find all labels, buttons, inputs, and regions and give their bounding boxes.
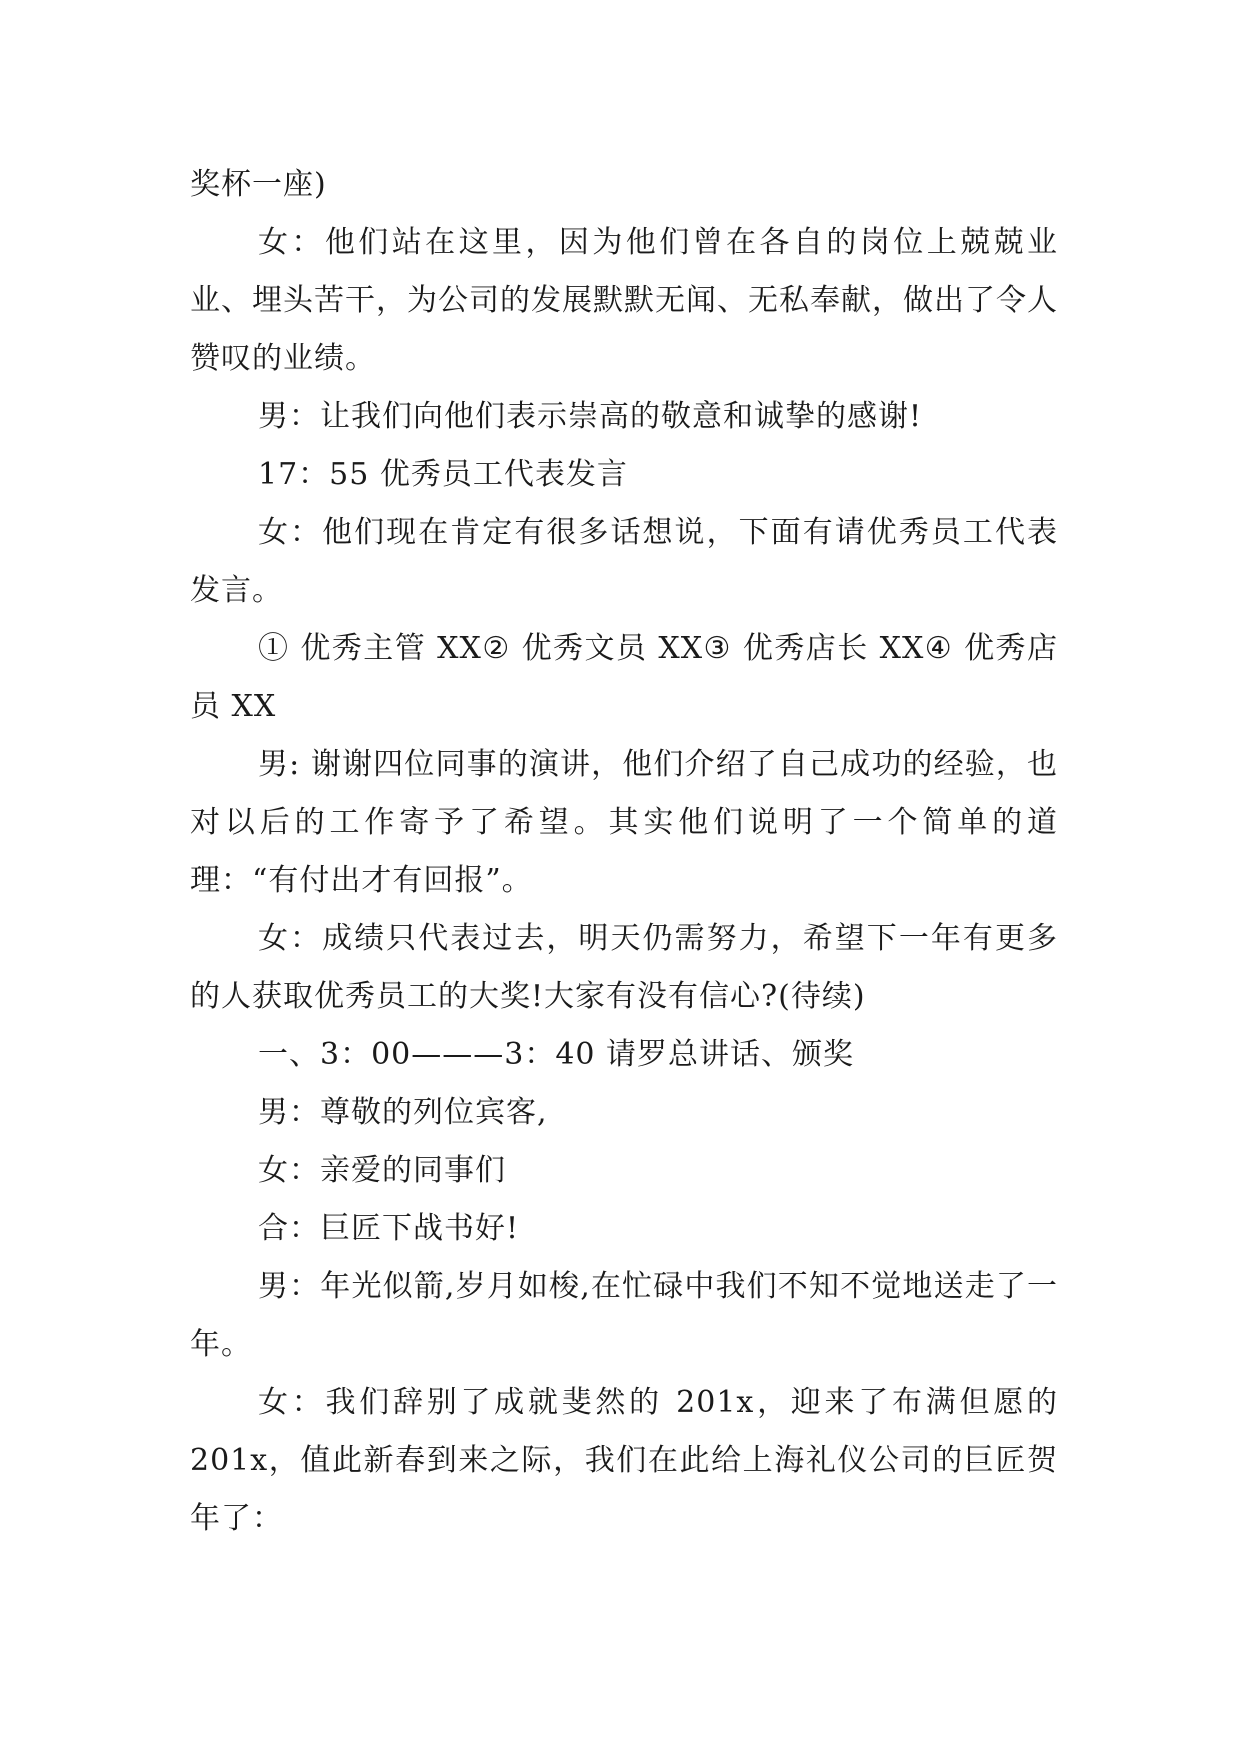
paragraph-schedule-president: 一、3：00———3：40 请罗总讲话、颁奖 <box>258 1037 855 1072</box>
paragraph-male-greeting: 男：尊敬的列位宾客, <box>258 1095 548 1130</box>
paragraph-female-new-year: 女：我们辞别了成就斐然的 201x，迎来了布满但愿的 201x，值此新春到来之际，我们在此给上海礼仪公司的巨匠贺年了： <box>190 1385 1058 1536</box>
paragraph-award-cup: 奖杯一座) <box>190 167 327 202</box>
paragraph-female-honorees: 女：他们站在这里，因为他们曾在各自的岗位上兢兢业业、埋头苦干，为公司的发展默默无闻、无私奉献，做出了令人赞叹的业绩。 <box>190 225 1058 376</box>
paragraph-together-greeting: 合：巨匠下战书好! <box>258 1211 520 1246</box>
paragraph-female-invite: 女：他们现在肯定有很多话想说，下面有请优秀员工代表发言。 <box>190 515 1058 608</box>
paragraph-schedule-1755: 17：55 优秀员工代表发言 <box>258 457 628 492</box>
document-page <box>190 156 1058 1548</box>
paragraph-male-reflection: 男: 谢谢四位同事的演讲，他们介绍了自己成功的经验，也对以后的工作寄予了希望。其实他们说明了一个简单的道理：“有付出才有回报”。 <box>190 747 1058 898</box>
paragraph-female-greeting: 女：亲爱的同事们 <box>258 1153 506 1188</box>
paragraph-speaker-list: ① 优秀主管 XX② 优秀文员 XX③ 优秀店长 XX④ 优秀店员 XX <box>190 631 1058 724</box>
paragraph-male-thanks: 男：让我们向他们表示崇高的敬意和诚挚的感谢! <box>258 399 923 434</box>
paragraph-female-encourage: 女：成绩只代表过去，明天仍需努力，希望下一年有更多的人获取优秀员工的大奖!大家有没有信心?(待续) <box>190 921 1058 1014</box>
paragraph-male-year-passing: 男：年光似箭,岁月如梭,在忙碌中我们不知不觉地送走了一年。 <box>190 1269 1058 1362</box>
